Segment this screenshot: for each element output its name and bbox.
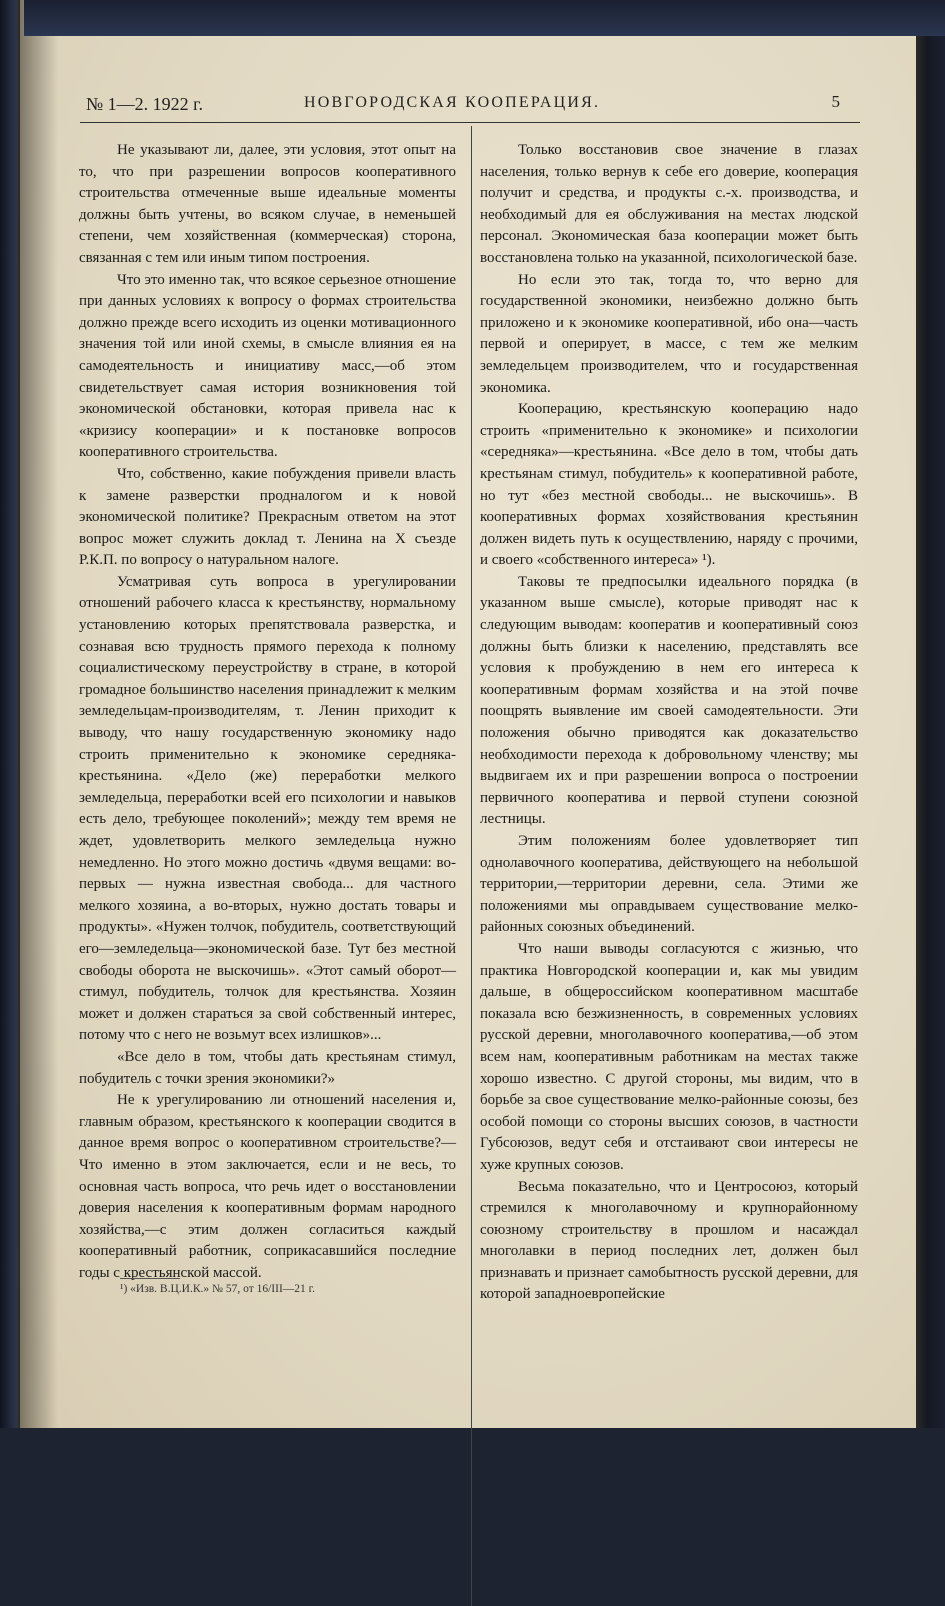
paragraph: Что это именно так, что всякое серьезное отношение при данных условиях к вопросу о формах строительства должно прежде всего исходить из оценки мотивационного значения той или иной схемы, в смысле влияния ея на самодеятельность и инициативу масс,—об этом свидетельствует самая история возникновения той экономической обстановки, которая привела нас к «кризису кооперации» и к постановке вопросов кооперативного строительства. (79, 271, 456, 461)
paragraph: Не к урегулированию ли отношений населения и, главным образом, крестьянского к кооперации сводится в данное время вопрос о кооперативном строительстве?—Что именно в этом заключается, если и не весь, то основная часть вопроса, что речь идет о восстановлении доверия населения к кооперативным формам народного хозяйства,—с этим должен согласиться каждый кооперативный работник, соприкасавшийся последние годы с крестьянской массой. (79, 1092, 456, 1281)
paragraph: Что наши выводы согласуются с жизнью, что практика Новгородской кооперации и, как мы увидим дальше, в общероссийском кооперативном масштабе показала всю безжизненность, в современных условиях русской деревни, многолавочного кооператива,—об этом всем нам, кооперативным работникам на местах также хорошо известно. С другой стороны, мы видим, что в борьбе за свое существование мелко-районные союзы, без особой помощи со стороны высших союзов, в частности Губсоюзов, ведут себя и отстаивают свои интересы не хуже крупных союзов. (480, 940, 858, 1173)
right-column (480, 140, 858, 1306)
paragraph: «Все дело в том, чтобы дать крестьянам стимул, побудитель с точки зрения экономики?» (79, 1048, 456, 1087)
paragraph: Усматривая суть вопроса в урегулировании отношений рабочего класса к крестьянству, нормальному установлению которых препятствовала разверстка, и сознавая всю трудность прямого перехода к полному социалистическому переустройству в стране, в которой громадное большинство населения принадлежит к мелким земледельцам-производителям, т. Ленин приходит к выводу, что нашу государственную экономику надо строить применительно к экономике середняка-крестьянина. «Дело (же) переработки мелкого земледельца, переработки всей его психологии и навыков есть дело, требующее поколений»; между тем время не ждет, удовлетворить мелкого земледельца нужно немедленно. Но этого можно достичь «двумя вещами: во-первых — нужна известная свобода... для частного мелкого хозяина, а во-вторых, нужно достать товары и продукты». «Нужен толчок, побудитель, соответствующий его—земледельца—экономической базе. Тут без местной свободы оборота не выскочишь». «Этот самый оборот—стимул, побудитель, толчок для крестьянства. Хозяин может и должен стараться за свой собственный интерес, потому что с него не возьмут всех излишков»... (79, 573, 456, 1044)
footnote-rule (120, 1278, 180, 1279)
column-divider (471, 126, 472, 1606)
paragraph: Что, собственно, какие побуждения привели власть к замене разверстки продналогом и к новой экономической политике? Прекрасным ответом на этот вопрос может служить доклад т. Ленина на X съезде Р.К.П. по вопросу о натуральном налоге. (79, 465, 456, 569)
paragraph: Кооперацию, крестьянскую кооперацию надо строить «применительно к экономике» и психологии «середняка»—крестьянина. «Все дело в том, чтобы дать крестьянам стимул, побудитель» к кооперативной работе, но тут «без местной свободы... не выскочишь». В кооперативных формах хозяйствования крестьянин должен видеть путь к осуществлению, наряду с прочими, и своего «собственного интереса» ¹). (480, 401, 858, 569)
header-rule (80, 122, 860, 123)
paragraph: Таковы те предпосылки идеального порядка (в указанном выше смысле), которые приводят нас к следующим выводам: кооператив и кооперативный союз должны быть близки к населению, представлять все условия к пробуждению в нем его интереса к кооперативным формам хозяйства и на этой почве поощрять выявление им своей самодеятельности. Эти положения обычно приводятся как доказательство необходимости перехода к добровольному членству; мы выдвигаем их и при разрешении вопроса о построении первичного кооператива и первой ступени союзной лестницы. (480, 573, 858, 828)
paragraph: Но если это так, тогда то, что верно для государственной экономики, неизбежно должно быть приложено и к экономике кооперативной, ибо она—часть первой и оперирует, в массе, с тем же мелким земледельцем производителем, что и государственная экономика. (480, 271, 858, 396)
footnote: ¹) «Изв. В.Ц.И.К.» № 57, от 16/III—21 г. (120, 1283, 315, 1295)
page-header (86, 94, 846, 120)
book-cover-edge (916, 0, 945, 1428)
paragraph: Только восстановив свое значение в глазах населения, только вернув к себе его доверие, кооперация получит и средства, и продукты с.-х. производства, и необходимый для ея обслуживания на местах людской персонал. Экономическая база кооперации может быть восстановлена только на указанной, психологической базе. (480, 142, 858, 266)
issue-number: № 1—2. 1922 г. (86, 94, 204, 114)
publication-title: НОВГОРОДСКАЯ КООПЕРАЦИЯ. (304, 94, 601, 111)
paragraph: Не указывают ли, далее, эти условия, этот опыт на то, что при разрешении вопросов кооперативного строительства отмеченные выше идеальные моменты должны быть учтены, во всяком случае, в неменьшей степени, чем хозяйственная (коммерческая) сторона, связанная с тем или иным типом построения. (79, 142, 456, 266)
spine-shadow (18, 0, 58, 1428)
paragraph: Этим положениям более удовлетворяет тип однолавочного кооператива, действующего на небольшой территории,—территории деревни, села. Этими же положениями мы оправдываем существование мелко-районных союзных объединений. (480, 833, 858, 936)
book-cover-top (24, 0, 945, 36)
page-number: 5 (831, 92, 840, 111)
paragraph: Весьма показательно, что и Центросоюз, который стремился к многолавочному и крупнорайонному союзному строительству в прошлом и насаждал многолавки в период последних лет, должен был признавать и признает самобытность русской деревни, для которой западноевропейские (480, 1178, 858, 1303)
left-column (79, 140, 456, 1284)
